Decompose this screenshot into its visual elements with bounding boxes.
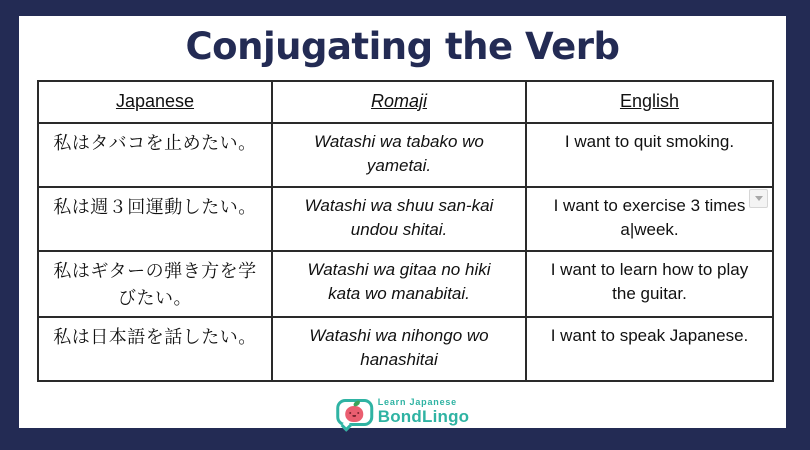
cell-japanese-1[interactable]: 私はタバコを止めたい。: [38, 123, 272, 187]
logo-text: [378, 398, 470, 427]
speech-bubble-tail: [340, 420, 351, 431]
cell-english-2[interactable]: I want to exercise 3 times a|week.: [526, 187, 773, 251]
table-header-row: [38, 81, 773, 123]
conjugation-table-wrap: [37, 80, 774, 382]
cell-english-4[interactable]: I want to speak Japanese.: [526, 317, 773, 381]
conjugation-table: [37, 80, 774, 382]
apple-leaf: [353, 400, 361, 407]
cell-romaji-4[interactable]: Watashi wa nihongo wo hanashitai: [272, 317, 526, 381]
apple-mascot-icon: [345, 406, 363, 422]
table-row: [38, 317, 773, 381]
table-row: [38, 187, 773, 251]
bondlingo-logo: [336, 398, 470, 427]
header-english: English: [526, 81, 773, 123]
page-title: Conjugating the Verb: [185, 25, 620, 68]
speech-bubble-icon: [336, 399, 373, 426]
scroll-down-button[interactable]: [749, 189, 768, 208]
logo-brand: BondLingo: [377, 407, 470, 426]
cell-japanese-3[interactable]: 私はギターの弾き方を学 びたい。: [38, 251, 272, 317]
cell-japanese-4[interactable]: 私は日本語を話したい。: [38, 317, 272, 381]
cell-english-1[interactable]: I want to quit smoking.: [526, 123, 773, 187]
table-row: [38, 123, 773, 187]
cell-japanese-2[interactable]: 私は週３回運動したい。: [38, 187, 272, 251]
chevron-down-icon: [755, 196, 763, 201]
slide-content-area: [19, 16, 786, 428]
apple-mouth: [352, 414, 356, 417]
apple-eyes: [349, 412, 351, 414]
logo-tagline: Learn Japanese: [377, 397, 457, 407]
header-romaji: Romaji: [272, 81, 526, 123]
table-row: [38, 251, 773, 317]
cell-romaji-2[interactable]: Watashi wa shuu san-kai undou shitai.: [272, 187, 526, 251]
cell-romaji-1[interactable]: Watashi wa tabako wo yametai.: [272, 123, 526, 187]
header-japanese: Japanese: [38, 81, 272, 123]
cell-english-3[interactable]: I want to learn how to play the guitar.: [526, 251, 773, 317]
cell-romaji-3[interactable]: Watashi wa gitaa no hiki kata wo manabitai.: [272, 251, 526, 317]
